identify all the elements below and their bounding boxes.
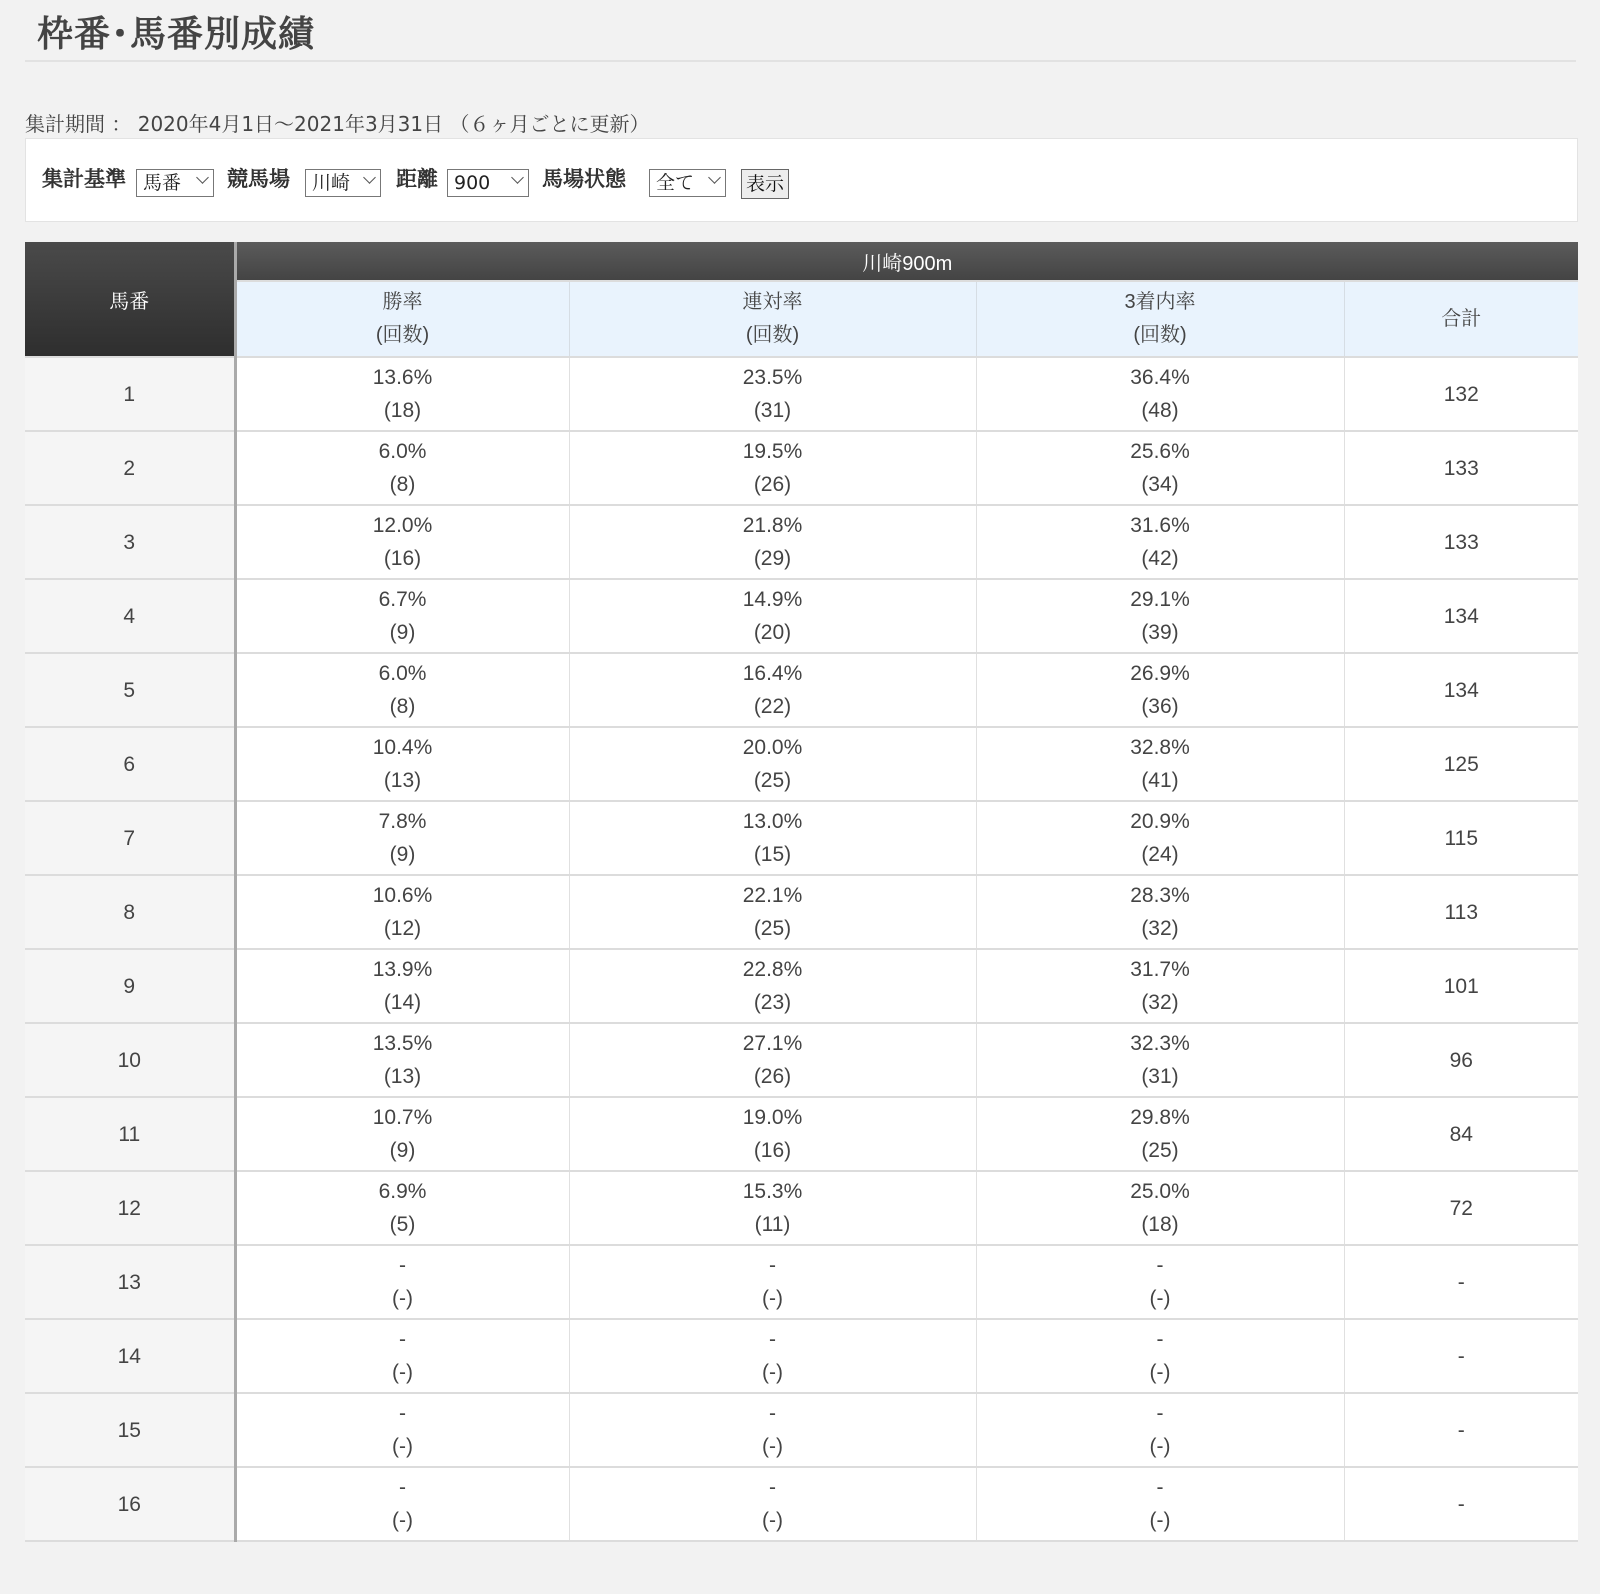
place-rate-cell: [569, 1393, 976, 1467]
place-rate-cell: [569, 801, 976, 875]
win-rate-cell: [235, 1245, 569, 1319]
win-count: (5): [389, 1213, 416, 1236]
show-rate: 25.6%: [1130, 440, 1190, 463]
title-divider: [25, 60, 1576, 62]
condition-label: 馬場状態: [542, 167, 626, 191]
horse-number: 2: [25, 431, 235, 505]
show-rate: 29.1%: [1130, 588, 1190, 611]
win-rate: 13.6%: [372, 366, 433, 389]
total-cell: 96: [1344, 1023, 1578, 1097]
win-rate-cell: [235, 727, 569, 801]
period-text: 集計期間 ： 2020年4月1日～2021年3月31日 （６ヶ月ごとに更新）: [25, 112, 650, 136]
win-rate: 6.9%: [378, 1180, 427, 1203]
win-count: (14): [383, 991, 422, 1014]
win-count: (9): [389, 1139, 416, 1162]
win-count: (-): [392, 1361, 413, 1384]
place-rate-cell: [569, 727, 976, 801]
place-rate-cell: [569, 431, 976, 505]
horse-number: 3: [25, 505, 235, 579]
show-rate-cell: [976, 579, 1344, 653]
place-count: (-): [762, 1361, 783, 1384]
win-rate: 7.8%: [378, 810, 427, 833]
basis-select-value: 馬番: [143, 172, 182, 194]
table-row: [25, 949, 1578, 1023]
place-rate-cell: [569, 1319, 976, 1393]
show-rate: -: [1156, 1476, 1164, 1499]
win-count: (9): [389, 843, 416, 866]
win-rate-cell: [235, 801, 569, 875]
place-rate-cell: [569, 1097, 976, 1171]
horse-number: 1: [25, 357, 235, 431]
show-rate: 31.7%: [1130, 958, 1190, 981]
win-count: (-): [392, 1287, 413, 1310]
show-rate: 28.3%: [1130, 884, 1190, 907]
track-label: 競馬場: [227, 167, 290, 191]
show-rate-header: [976, 281, 1344, 357]
win-rate-cell: [235, 1023, 569, 1097]
show-count: (32): [1141, 917, 1179, 940]
horse-number: 9: [25, 949, 235, 1023]
place-count: (31): [753, 399, 792, 422]
horse-number: 15: [25, 1393, 235, 1467]
win-rate: -: [399, 1402, 406, 1425]
show-rate: 36.4%: [1130, 366, 1190, 389]
place-count: (15): [753, 843, 792, 866]
total-cell: -: [1344, 1393, 1578, 1467]
win-rate-cell: [235, 431, 569, 505]
win-rate: 12.0%: [372, 514, 433, 537]
place-rate: 23.5%: [742, 366, 803, 389]
place-rate-cell: [569, 653, 976, 727]
show-count: (39): [1141, 621, 1179, 644]
show-count: (-): [1149, 1361, 1171, 1384]
place-rate: 15.3%: [742, 1180, 803, 1203]
show-count: (36): [1141, 695, 1179, 718]
win-count: (9): [389, 621, 416, 644]
condition-select[interactable]: [649, 169, 726, 197]
show-rate-cell: [976, 727, 1344, 801]
place-rate: 19.0%: [742, 1106, 803, 1129]
show-rate: 25.0%: [1130, 1180, 1190, 1203]
place-rate: -: [769, 1254, 776, 1277]
place-rate-cell: [569, 949, 976, 1023]
show-count: (42): [1141, 547, 1179, 570]
place-rate-cell: [569, 579, 976, 653]
win-rate-cell: [235, 1467, 569, 1541]
table-row: [25, 1097, 1578, 1171]
total-cell: -: [1344, 1467, 1578, 1541]
place-rate: 22.1%: [742, 884, 803, 907]
win-rate: 13.5%: [372, 1032, 433, 1055]
place-count: (22): [753, 695, 792, 718]
show-rate-cell: [976, 653, 1344, 727]
place-rate: 20.0%: [742, 736, 803, 759]
show-rate-cell: [976, 949, 1344, 1023]
place-rate: 14.9%: [742, 588, 803, 611]
win-rate: 13.9%: [372, 958, 433, 981]
show-count: (-): [1149, 1509, 1171, 1532]
chevron-down-icon: [708, 171, 721, 184]
show-rate-cell: [976, 801, 1344, 875]
table-row: [25, 875, 1578, 949]
place-rate-cell: [569, 1245, 976, 1319]
win-count: (16): [383, 547, 422, 570]
horse-number: 5: [25, 653, 235, 727]
show-rate-cell: [976, 875, 1344, 949]
place-rate-header: [569, 281, 976, 357]
total-cell: 125: [1344, 727, 1578, 801]
show-rate-cell: [976, 357, 1344, 431]
place-rate: 27.1%: [742, 1032, 803, 1055]
horse-number-header: 馬番: [25, 242, 235, 357]
win-count: (8): [389, 473, 416, 496]
place-rate: 19.5%: [742, 440, 803, 463]
table-row: [25, 801, 1578, 875]
show-rate: 20.9%: [1130, 810, 1190, 833]
show-rate-cell: [976, 1171, 1344, 1245]
win-rate: 6.0%: [378, 440, 427, 463]
place-rate: -: [769, 1402, 776, 1425]
place-rate-cell: [569, 505, 976, 579]
show-rate: -: [1156, 1254, 1164, 1277]
show-rate-header-label: 3着内率: [1124, 291, 1196, 313]
place-rate-cell: [569, 357, 976, 431]
win-rate: -: [399, 1328, 406, 1351]
win-rate: 10.6%: [372, 884, 433, 907]
win-rate: 10.4%: [372, 736, 433, 759]
show-count: (48): [1141, 399, 1179, 422]
table-row: [25, 1171, 1578, 1245]
place-rate: 13.0%: [742, 810, 803, 833]
show-rate: -: [1156, 1328, 1164, 1351]
win-count: (13): [383, 769, 422, 792]
place-count: (25): [753, 917, 792, 940]
show-count: (32): [1141, 991, 1179, 1014]
place-rate: 21.8%: [742, 514, 803, 537]
horse-number: 6: [25, 727, 235, 801]
distance-select[interactable]: [447, 169, 529, 197]
total-cell: 84: [1344, 1097, 1578, 1171]
venue-header: 川崎900m: [235, 242, 1578, 281]
horse-number: 11: [25, 1097, 235, 1171]
win-count: (13): [383, 1065, 422, 1088]
distance-label: 距離: [396, 167, 438, 191]
table-row: [25, 1393, 1578, 1467]
horse-number: 7: [25, 801, 235, 875]
show-count: (-): [1149, 1287, 1171, 1310]
place-rate-header-label: 連対率: [742, 291, 803, 313]
basis-select[interactable]: [136, 169, 214, 197]
horse-number: 8: [25, 875, 235, 949]
win-rate-cell: [235, 949, 569, 1023]
place-count: (11): [754, 1213, 791, 1236]
place-count: (-): [762, 1509, 783, 1532]
total-cell: -: [1344, 1245, 1578, 1319]
place-rate: -: [769, 1476, 776, 1499]
win-count: (-): [392, 1435, 413, 1458]
table-row: [25, 727, 1578, 801]
place-count: (23): [753, 991, 792, 1014]
filter-panel: [25, 138, 1578, 222]
track-select-value: 川崎: [312, 172, 351, 194]
horse-number: 10: [25, 1023, 235, 1097]
place-rate-cell: [569, 1171, 976, 1245]
show-count: (18): [1141, 1213, 1179, 1236]
place-count: (26): [753, 473, 792, 496]
horse-number: 14: [25, 1319, 235, 1393]
win-count: (8): [389, 695, 416, 718]
chevron-down-icon: [363, 171, 376, 184]
show-rate: 32.3%: [1130, 1032, 1190, 1055]
show-count: (24): [1141, 843, 1179, 866]
show-rate: 32.8%: [1130, 736, 1190, 759]
page-title: 枠番･馬番別成績: [37, 14, 316, 55]
total-cell: 134: [1344, 579, 1578, 653]
table-row: [25, 653, 1578, 727]
win-rate: 6.7%: [378, 588, 427, 611]
results-table: [25, 242, 1578, 1542]
show-rate-cell: [976, 1097, 1344, 1171]
show-rate: -: [1156, 1402, 1164, 1425]
place-count: (25): [753, 769, 792, 792]
win-rate-header-sub: (回数): [375, 324, 430, 346]
win-rate: 6.0%: [378, 662, 427, 685]
total-cell: 133: [1344, 505, 1578, 579]
place-count: (20): [753, 621, 792, 644]
place-count: (16): [753, 1139, 792, 1162]
win-rate: -: [399, 1254, 406, 1277]
win-rate-cell: [235, 1319, 569, 1393]
horse-number: 4: [25, 579, 235, 653]
total-cell: 72: [1344, 1171, 1578, 1245]
total-header: 合計: [1344, 281, 1578, 357]
win-rate-cell: [235, 1393, 569, 1467]
track-select[interactable]: [305, 169, 381, 197]
win-count: (-): [392, 1509, 413, 1532]
place-rate: 16.4%: [742, 662, 803, 685]
win-rate-header-label: 勝率: [382, 291, 423, 313]
win-rate-cell: [235, 875, 569, 949]
win-rate-cell: [235, 579, 569, 653]
show-rate-cell: [976, 1467, 1344, 1541]
horse-number: 12: [25, 1171, 235, 1245]
table-row: [25, 431, 1578, 505]
place-rate-cell: [569, 875, 976, 949]
win-rate-cell: [235, 505, 569, 579]
place-count: (29): [753, 547, 792, 570]
show-rate-cell: [976, 1023, 1344, 1097]
table-row: [25, 579, 1578, 653]
show-rate-cell: [976, 431, 1344, 505]
table-row: [25, 1023, 1578, 1097]
show-rate: 31.6%: [1130, 514, 1190, 537]
total-cell: 113: [1344, 875, 1578, 949]
show-rate-cell: [976, 1319, 1344, 1393]
place-count: (26): [753, 1065, 792, 1088]
win-rate-cell: [235, 1171, 569, 1245]
show-count: (-): [1149, 1435, 1171, 1458]
place-rate: -: [769, 1328, 776, 1351]
win-count: (18): [383, 399, 422, 422]
show-count: (34): [1141, 473, 1179, 496]
basis-label: 集計基準: [42, 167, 126, 191]
table-row: [25, 357, 1578, 431]
place-rate-header-sub: (回数): [745, 324, 800, 346]
total-cell: -: [1344, 1319, 1578, 1393]
table-row: [25, 1245, 1578, 1319]
place-count: (-): [762, 1287, 783, 1310]
distance-select-value: 900: [454, 172, 491, 194]
total-cell: 132: [1344, 357, 1578, 431]
table-row: [25, 1319, 1578, 1393]
table-row: [25, 505, 1578, 579]
place-rate-cell: [569, 1023, 976, 1097]
show-count: (41): [1141, 769, 1179, 792]
win-rate-cell: [235, 357, 569, 431]
total-cell: 115: [1344, 801, 1578, 875]
total-cell: 134: [1344, 653, 1578, 727]
show-button[interactable]: 表示: [741, 169, 789, 199]
win-rate: 10.7%: [372, 1106, 433, 1129]
show-rate-cell: [976, 1393, 1344, 1467]
show-rate: 26.9%: [1130, 662, 1190, 685]
win-rate-cell: [235, 653, 569, 727]
show-count: (31): [1141, 1065, 1179, 1088]
show-rate-cell: [976, 505, 1344, 579]
show-rate-cell: [976, 1245, 1344, 1319]
win-rate-cell: [235, 1097, 569, 1171]
chevron-down-icon: [511, 171, 524, 184]
place-rate-cell: [569, 1467, 976, 1541]
win-rate: -: [399, 1476, 406, 1499]
show-count: (25): [1141, 1139, 1179, 1162]
place-count: (-): [762, 1435, 783, 1458]
table-row: [25, 1467, 1578, 1541]
chevron-down-icon: [196, 171, 209, 184]
win-rate-header: [235, 281, 569, 357]
show-rate-header-sub: (回数): [1133, 324, 1187, 346]
total-cell: 133: [1344, 431, 1578, 505]
horse-number: 13: [25, 1245, 235, 1319]
win-count: (12): [383, 917, 422, 940]
show-rate: 29.8%: [1130, 1106, 1190, 1129]
horse-number: 16: [25, 1467, 235, 1541]
place-rate: 22.8%: [742, 958, 803, 981]
condition-select-value: 全て: [656, 172, 695, 194]
total-cell: 101: [1344, 949, 1578, 1023]
